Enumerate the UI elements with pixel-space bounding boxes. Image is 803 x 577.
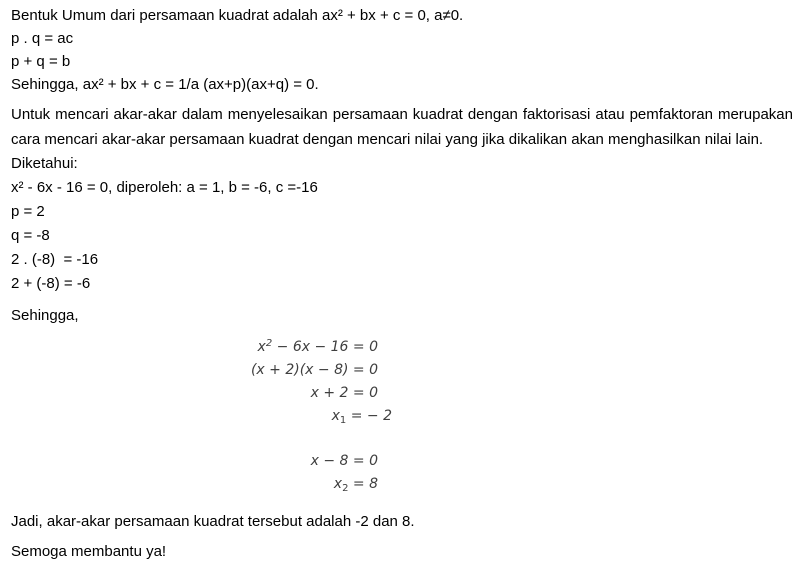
equation-line: (x + 2)(x − 8) = 0 [250, 362, 378, 378]
intro-block [11, 4, 793, 96]
intro-line-factored-form: Sehingga, ax² + bx + c = 1/a (ax+p)(ax+q) = 0. [11, 76, 319, 93]
known-line-q: q = -8 [11, 227, 50, 244]
equation-line: x − 8 = 0 [310, 453, 378, 469]
known-heading: Diketahui: [11, 155, 78, 172]
known-line-equation: x² - 6x - 16 = 0, diperoleh: a = 1, b = -6, c =-16 [11, 179, 318, 196]
known-block [11, 152, 793, 296]
explanation-paragraph: Untuk mencari akar-akar dalam menyelesaikan persamaan kuadrat dengan faktorisasi atau pemfaktoran merupakan cara mencari akar-akar persamaan kuadrat dengan mencari nilai yang jika dikalikan akan menghasilkan nilai lain. [11, 106, 793, 148]
known-line-sum-check: 2 + (-8) = -6 [11, 275, 91, 292]
intro-line-pq-product: p . q = ac [11, 30, 74, 47]
equation-line: x + 2 = 0 [310, 385, 378, 401]
equation-line: $x^2 - 6x - 16 = 0$ [257, 338, 378, 355]
equation-line: $x_1$ = − 2 [331, 408, 392, 426]
equation-group [11, 332, 392, 432]
intro-line-pq-sum: p + q = b [11, 53, 71, 70]
equation-block [11, 332, 392, 500]
known-line-product-check: 2 . (-8) = -16 [11, 251, 99, 268]
intro-line-general-form: Bentuk Umum dari persamaan kuadrat adalah ax² + bx + c = 0, a≠0. [11, 7, 464, 24]
closing-text: Semoga membantu ya! [11, 543, 167, 560]
equation-line: $x_2 = 8$ [333, 476, 378, 494]
known-line-p: p = 2 [11, 203, 45, 220]
solution-heading: Sehingga, [11, 307, 79, 324]
equation-group [11, 450, 378, 500]
conclusion-text: Jadi, akar-akar persamaan kuadrat tersebut adalah -2 dan 8. [11, 513, 415, 530]
